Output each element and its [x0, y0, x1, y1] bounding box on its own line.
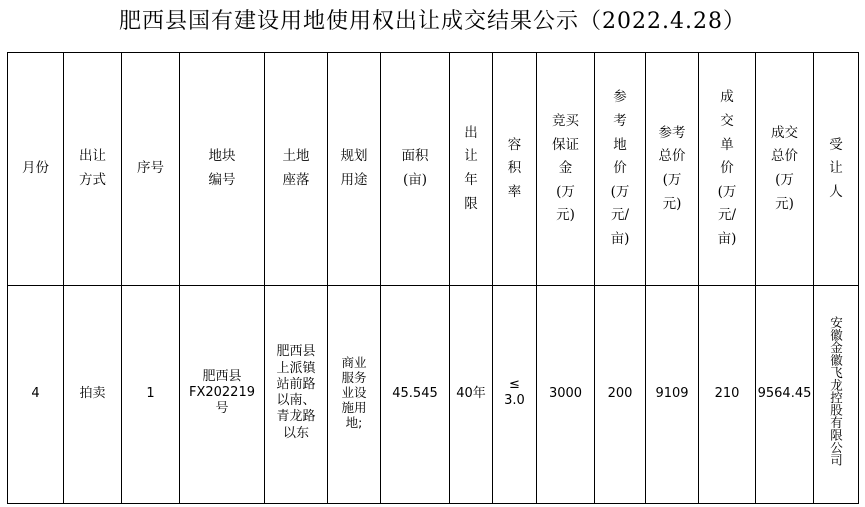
cell-location: 肥西县 上派镇 站前路 以南、 青龙路 以东 — [265, 286, 328, 504]
header-area: 面积 (亩) — [381, 53, 450, 286]
header-deal-total: 成交 总价 (万 元) — [756, 53, 814, 286]
header-term: 出 让 年 限 — [450, 53, 493, 286]
cell-index: 1 — [122, 286, 180, 504]
header-deal-unit-price: 成 交 单 价 (万 元/ 亩) — [699, 53, 756, 286]
header-ref-unit-price: 参 考 地 价 (万 元/ 亩) — [595, 53, 646, 286]
header-far: 容 积 率 — [493, 53, 537, 286]
cell-method: 拍卖 — [64, 286, 122, 504]
cell-far: ≤ 3.0 — [493, 286, 537, 504]
cell-grantee: 安徽金徽飞龙控股有限公司 — [814, 286, 859, 504]
cell-deal-unit-price: 210 — [699, 286, 756, 504]
header-method: 出让 方式 — [64, 53, 122, 286]
cell-month: 4 — [8, 286, 64, 504]
cell-deposit: 3000 — [537, 286, 595, 504]
land-transfer-table — [7, 52, 859, 504]
header-index: 序号 — [122, 53, 180, 286]
header-usage: 规划 用途 — [328, 53, 381, 286]
cell-ref-total: 9109 — [646, 286, 699, 504]
table-row — [8, 286, 859, 504]
cell-term: 40年 — [450, 286, 493, 504]
cell-parcel: 肥西县 FX202219 号 — [180, 286, 265, 504]
header-deposit: 竞买 保证 金 (万 元) — [537, 53, 595, 286]
cell-area: 45.545 — [381, 286, 450, 504]
header-row — [8, 53, 859, 286]
page-title: 肥西县国有建设用地使用权出让成交结果公示（2022.4.28） — [119, 9, 746, 34]
header-month: 月份 — [8, 53, 64, 286]
header-location: 土地 座落 — [265, 53, 328, 286]
cell-ref-unit-price: 200 — [595, 286, 646, 504]
header-grantee: 受 让 人 — [814, 53, 859, 286]
header-parcel: 地块 编号 — [180, 53, 265, 286]
header-ref-total: 参考 总价 (万 元) — [646, 53, 699, 286]
cell-deal-total: 9564.45 — [756, 286, 814, 504]
cell-usage: 商业 服务 业设 施用 地; — [328, 286, 381, 504]
